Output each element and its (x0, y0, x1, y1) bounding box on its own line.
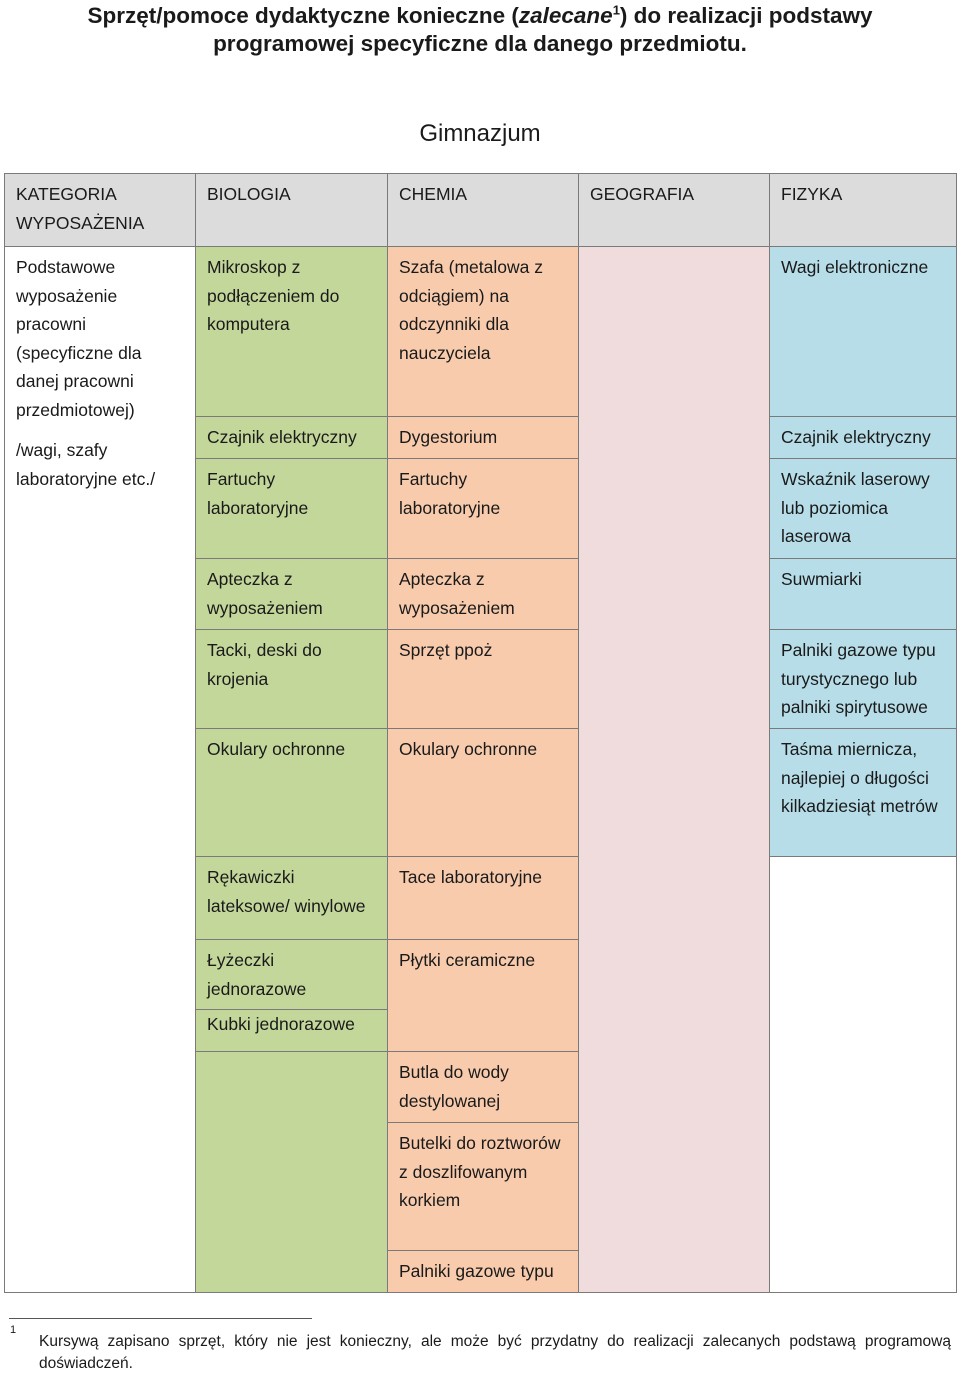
chemistry-cell: Fartuchy laboratoryjne (388, 459, 579, 559)
title-line2: programowej specyficzne dla danego przedmiotu. (213, 31, 747, 56)
chemistry-cell: Palniki gazowe typu (388, 1251, 579, 1293)
footnote-text: Kursywą zapisano sprzęt, który nie jest konieczny, ale może być przydatny do realizacji zalecanych podstawą programową doświadczeń. (39, 1333, 951, 1372)
physics-cell: Czajnik elektryczny (770, 417, 957, 459)
table-header-row (5, 174, 957, 247)
physics-cell: Palniki gazowe typu turystycznego lub palniki spirytusowe (770, 630, 957, 729)
biology-cell: Apteczka z wyposażeniem (196, 559, 388, 630)
biology-cell: Łyżeczki jednorazowe (196, 940, 388, 1010)
physics-cell: Suwmiarki (770, 559, 957, 630)
title-part2: ) do realizacji podstawy (619, 3, 873, 28)
chemistry-cell: Szafa (metalowa z odciągiem) na odczynniki dla nauczyciela (388, 247, 579, 417)
chemistry-cell: Płytki ceramiczne (388, 940, 579, 1052)
biology-empty-cell (196, 1052, 388, 1293)
biology-cell: Czajnik elektryczny (196, 417, 388, 459)
physics-cell: Taśma miernicza, najlepiej o długości kilkadziesiąt metrów (770, 729, 957, 857)
chemistry-cell: Apteczka z wyposażeniem (388, 559, 579, 630)
geography-column (579, 247, 770, 1293)
physics-cell: Wagi elektroniczne (770, 247, 957, 417)
biology-cell: Okulary ochronne (196, 729, 388, 857)
biology-cell: Mikroskop z podłączeniem do komputera (196, 247, 388, 417)
header-category: KATEGORIA WYPOSAŻENIA (5, 174, 196, 247)
header-biology: BIOLOGIA (196, 174, 388, 247)
biology-cell: Kubki jednorazowe (196, 1010, 388, 1052)
category-main: Podstawowe wyposażenie pracowni (specyficzne dla danej pracowni przedmiotowej) (16, 257, 142, 420)
footnote-ref: 1 (612, 2, 620, 18)
chemistry-cell: Tace laboratoryjne (388, 857, 579, 940)
chemistry-cell: Sprzęt ppoż (388, 630, 579, 729)
title-part1: Sprzęt/pomoce dydaktyczne konieczne ( (87, 3, 519, 28)
biology-cell: Rękawiczki lateksowe/ winylowe (196, 857, 388, 940)
header-chemistry: CHEMIA (388, 174, 579, 247)
page-title (0, 2, 960, 58)
header-physics: FIZYKA (770, 174, 957, 247)
category-sub: /wagi, szafy laboratoryjne etc./ (16, 440, 156, 489)
physics-cell: Wskaźnik laserowy lub poziomica laserowa (770, 459, 957, 559)
chemistry-cell: Butelki do roztworów z doszlifowanym korkiem (388, 1123, 579, 1251)
chemistry-cell: Dygestorium (388, 417, 579, 459)
title-italic: zalecane (518, 3, 613, 28)
equipment-table (4, 173, 957, 1293)
physics-empty-cell (770, 857, 957, 1293)
biology-cell: Tacki, deski do krojenia (196, 630, 388, 729)
header-geography: GEOGRAFIA (579, 174, 770, 247)
footnote-number: 1 (10, 1324, 17, 1336)
category-cell (5, 247, 196, 1293)
chemistry-cell: Okulary ochronne (388, 729, 579, 857)
chemistry-cell: Butla do wody destylowanej (388, 1052, 579, 1123)
school-level-heading: Gimnazjum (419, 120, 541, 147)
table-row (5, 247, 957, 417)
footnote-separator (9, 1318, 312, 1319)
biology-cell: Fartuchy laboratoryjne (196, 459, 388, 559)
